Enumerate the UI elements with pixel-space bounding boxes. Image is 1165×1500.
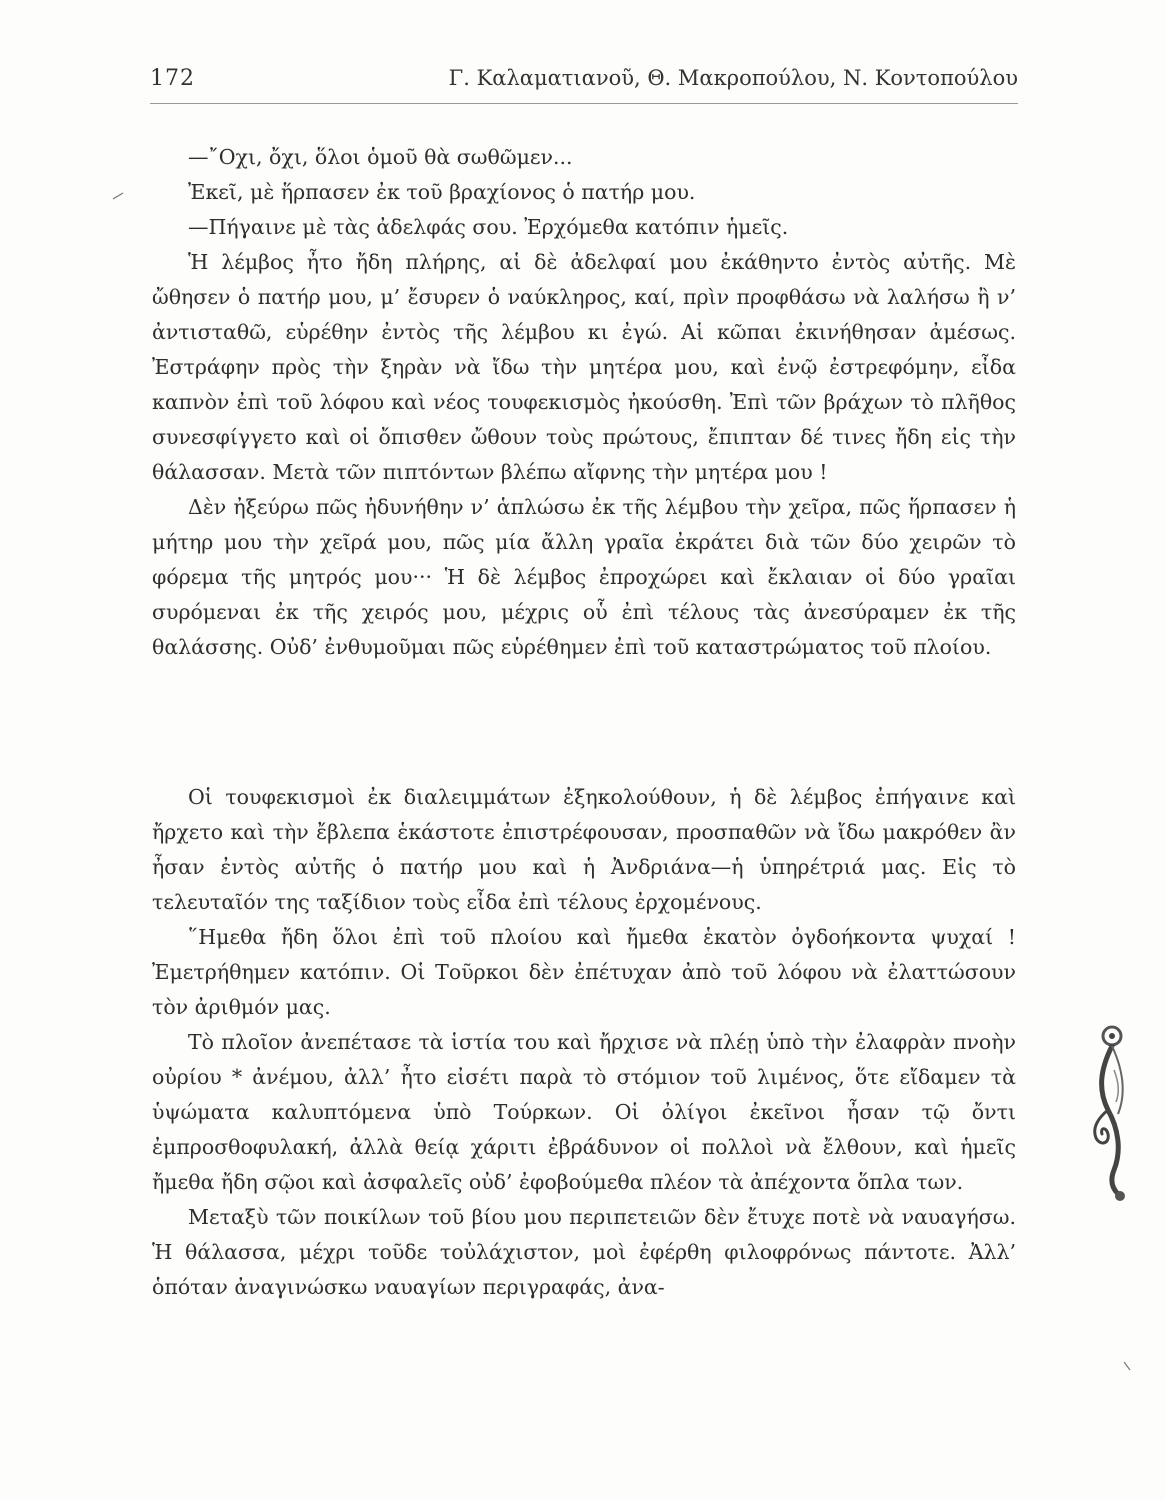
- ornament-flourish-icon: [1078, 1010, 1144, 1210]
- paragraph: ῞Ημεθα ἤδη ὅλοι ἐπὶ τοῦ πλοίου καὶ ἤμεθα ἑκατὸν ὀγδοήκοντα ψυχαί ! Ἐμετρήθημεν κατόπιν. Οἱ Τοῦρκοι δὲν ἐπέτυχαν ἀπὸ τοῦ λόφου νὰ ἐλαττώσουν τὸν ἀριθμόν μας.: [152, 925, 1016, 1019]
- text-block-1: [152, 140, 1016, 665]
- paragraph: Οἱ τουφεκισμοὶ ἐκ διαλειμμάτων ἐξηκολούθουν, ἡ δὲ λέμβος ἐπήγαινε καὶ ἤρχετο καὶ τὴν ἔβλεπα ἑκάστοτε ἐπιστρέφουσαν, προσπαθῶν νὰ ἴδω μακρόθεν ἂν ἦσαν ἐντὸς αὐτῆς ὁ πατήρ μου καὶ ἡ Ἀνδριάνα—ἡ ὑπηρέτριά μας. Εἰς τὸ τελευταῖόν της ταξίδιον τοὺς εἶδα ἐπὶ τέλους ἐρχομένους.: [152, 785, 1016, 914]
- text-block-2: [152, 780, 1016, 1305]
- page-number: 172: [150, 66, 195, 91]
- paragraph: Ἡ λέμβος ἦτο ἤδη πλήρης, αἱ δὲ ἀδελφαί μου ἐκάθηντο ἐντὸς αὐτῆς. Μὲ ὤθησεν ὁ πατήρ μου, μ’ ἔσυρεν ὁ ναύκληρος, καί, πρὶν προφθάσω νὰ λαλήσω ἢ ν’ ἀντισταθῶ, εὑρέθην ἐντὸς τῆς λέμβου κι ἐγώ. Αἱ κῶπαι ἐκινήθησαν ἀμέσως. Ἐστράφην πρὸς τὴν ξηρὰν νὰ ἴδω τὴν μητέρα μου, καὶ ἐνῷ ἐστρεφόμην, εἶδα καπνὸν ἐπὶ τοῦ λόφου καὶ νέος τουφεκισμὸς ἠκούσθη. Ἐπὶ τῶν βράχων τὸ πλῆθος συνεσφίγγετο καὶ οἱ ὄπισθεν ὤθουν τοὺς πρώτους, ἔπιπταν δέ τινες ἤδη εἰς τὴν θάλασσαν. Μετὰ τῶν πιπτόντων βλέπω αἴφνης τὴν μητέρα μου !: [152, 250, 1016, 484]
- corner-mark-icon: [1122, 1360, 1132, 1372]
- header-rule: [150, 103, 1018, 104]
- paragraph: Δὲν ἠξεύρω πῶς ἠδυνήθην ν’ ἁπλώσω ἐκ τῆς λέμβου τὴν χεῖρα, πῶς ἥρπασεν ἡ μήτηρ μου τὴν χεῖρά μου, πῶς μία ἄλλη γραῖα ἐκράτει διὰ τῶν δύο χειρῶν τὸ φόρεμα τῆς μητρός μου··· Ἡ δὲ λέμβος ἐπροχώρει καὶ ἔκλαιαν οἱ δύο γραῖαι συρόμεναι ἐκ τῆς χειρός μου, μέχρις οὗ ἐπὶ τέλους τὰς ἀνεσύραμεν ἐκ τῆς θαλάσσης. Οὐδ’ ἐνθυμοῦμαι πῶς εὑρέθημεν ἐπὶ τοῦ καταστρώματος τοῦ πλοίου.: [152, 495, 1016, 659]
- paragraph: —῎Οχι, ὄχι, ὅλοι ὁμοῦ θὰ σωθῶμεν...: [188, 145, 573, 169]
- paragraph: —Πήγαινε μὲ τὰς ἀδελφάς σου. Ἐρχόμεθα κατόπιν ἡμεῖς.: [188, 215, 789, 239]
- running-head: [150, 66, 1018, 100]
- paragraph: Ἐκεῖ, μὲ ἥρπασεν ἐκ τοῦ βραχίονος ὁ πατήρ μου.: [188, 180, 696, 204]
- paragraph: Μεταξὺ τῶν ποικίλων τοῦ βίου μου περιπετειῶν δὲν ἔτυχε ποτὲ νὰ ναυαγήσω. Ἡ θάλασσα, μέχρι τοῦδε τοὐλάχιστον, μοὶ ἐφέρθη φιλοφρόνως πάντοτε. Ἀλλ’ ὁπόταν ἀναγινώσκω ναυαγίων περιγραφάς, ἀνα-: [152, 1205, 1016, 1299]
- pencil-mark-icon: [112, 192, 124, 200]
- paragraph: Τὸ πλοῖον ἀνεπέτασε τὰ ἱστία του καὶ ἤρχισε νὰ πλέῃ ὑπὸ τὴν ἐλαφρὰν πνοὴν οὐρίου * ἀνέμου, ἀλλ’ ἦτο εἰσέτι παρὰ τὸ στόμιον τοῦ λιμένος, ὅτε εἴδαμεν τὰ ὑψώματα καλυπτόμενα ὑπὸ Τούρκων. Οἱ ὀλίγοι ἐκεῖνοι ἦσαν τῷ ὄντι ἐμπροσθοφυλακή, ἀλλὰ θείᾳ χάριτι ἐβράδυνον οἱ πολλοὶ νὰ ἔλθουν, καὶ ἡμεῖς ἤμεθα ἤδη σῷοι καὶ ἀσφαλεῖς οὐδ’ ἐφοβούμεθα πλέον τὰ ἀπέχοντα ὅπλα των.: [152, 1030, 1016, 1194]
- running-head-authors: Γ. Καλαματιανοῦ, Θ. Μακροπούλου, Ν. Κοντοπούλου: [448, 66, 1018, 90]
